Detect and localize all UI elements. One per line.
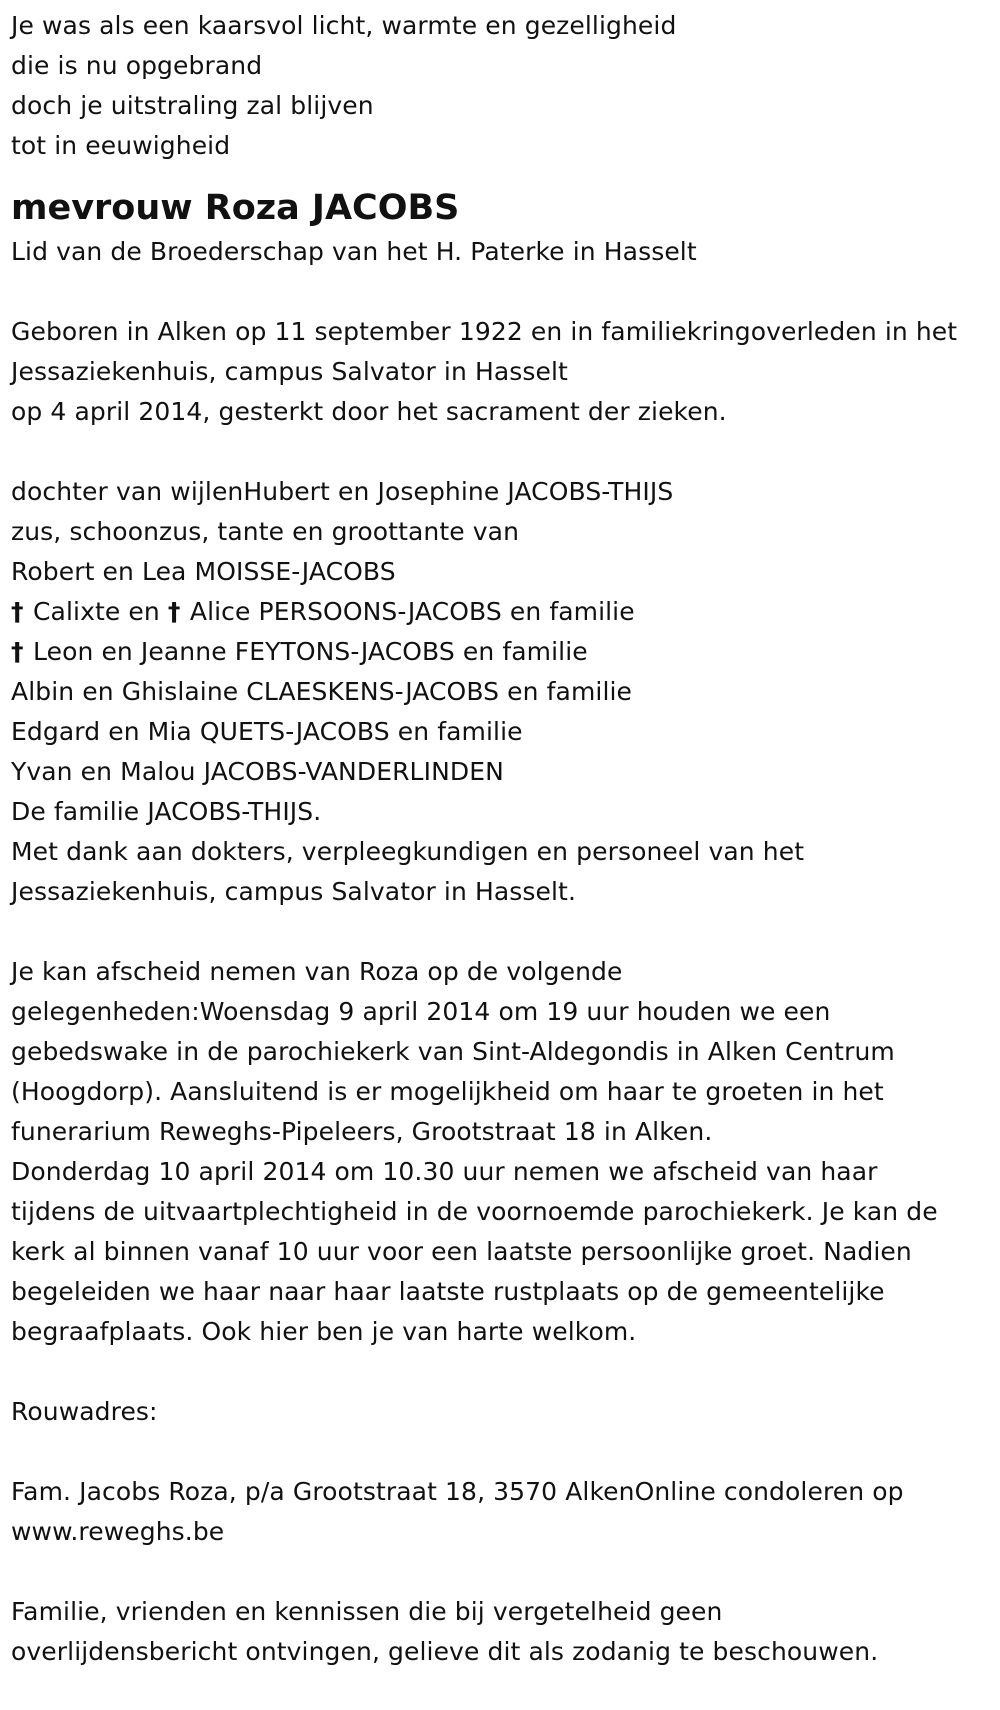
paragraph-line: Jessaziekenhuis, campus Salvator in Hasselt [11,357,568,386]
cross-icon: † [167,597,181,626]
paragraph-line: (Hoogdorp). Aansluitend is er mogelijkheid om haar te groeten in het [11,1077,884,1106]
family-line: Albin en Ghislaine CLAESKENS-JACOBS en familie [11,677,633,706]
cross-icon: † [11,637,24,666]
spacer [11,166,996,180]
poem-line: tot in eeuwigheid [11,131,231,160]
family-line: De familie JACOBS-THIJS. [11,797,322,826]
family-text: Calixte en [33,597,168,626]
paragraph-line: tijdens de uitvaartplechtigheid in de voornoemde parochiekerk. Je kan de [11,1197,938,1226]
cross-icon: † [11,597,24,626]
family-text: Alice PERSOONS-JACOBS en familie [189,597,635,626]
poem-line: die is nu opgebrand [11,51,263,80]
family-line: Jessaziekenhuis, campus Salvator in Hasselt. [11,877,576,906]
family-line: Robert en Lea MOISSE-JACOBS [11,557,396,586]
paragraph-line: Fam. Jacobs Roza, p/a Grootstraat 18, 3570 AlkenOnline condoleren op [11,1477,904,1506]
paragraph-line: op 4 april 2014, gesterkt door het sacrament der zieken. [11,397,727,426]
family-line: Yvan en Malou JACOBS-VANDERLINDEN [11,757,504,786]
family-line [11,592,996,632]
address-label: Rouwadres: [11,1397,158,1426]
birth-death-paragraph [11,312,996,432]
spacer [11,912,996,952]
paragraph-line: gebedswake in de parochiekerk van Sint-Aldegondis in Alken Centrum [11,1037,895,1066]
family-line: Edgard en Mia QUETS-JACOBS en familie [11,717,523,746]
family-line: Met dank aan dokters, verpleegkundigen en personeel van het [11,837,805,866]
obituary-document [11,6,996,1672]
family-list [11,472,996,912]
paragraph-line: Familie, vrienden en kennissen die bij vergetelheid geen [11,1597,723,1626]
paragraph-line: Geboren in Alken op 11 september 1922 en in familiekringoverleden in het [11,317,958,346]
paragraph-line: kerk al binnen vanaf 10 uur voor een laatste persoonlijke groet. Nadien [11,1237,912,1266]
paragraph-line: Je kan afscheid nemen van Roza op de volgende [11,957,623,986]
family-line: zus, schoonzus, tante en groottante van [11,517,520,546]
paragraph-line: overlijdensbericht ontvingen, gelieve dit als zodanig te beschouwen. [11,1637,879,1666]
spacer [11,1352,996,1392]
address-paragraph [11,1472,996,1552]
farewell-paragraph [11,952,996,1352]
spacer [11,1432,996,1472]
poem-line: Je was als een kaarsvol licht, warmte en gezelligheid [11,11,677,40]
family-text: Leon en Jeanne FEYTONS-JACOBS en familie [33,637,588,666]
website-link[interactable]: www.reweghs.be [11,1517,225,1546]
family-line [11,632,996,672]
spacer [11,272,996,312]
deceased-name: mevrouw Roza JACOBS [11,188,460,228]
poem [11,6,996,166]
membership-line: Lid van de Broederschap van het H. Paterke in Hasselt [11,237,697,266]
spacer [11,1552,996,1592]
paragraph-line: funerarium Reweghs-Pipeleers, Grootstraat 18 in Alken. [11,1117,713,1146]
paragraph-line: begeleiden we haar naar haar laatste rustplaats op de gemeentelijke [11,1277,885,1306]
poem-line: doch je uitstraling zal blijven [11,91,374,120]
closing-paragraph [11,1592,996,1672]
paragraph-line: begraafplaats. Ook hier ben je van harte welkom. [11,1317,637,1346]
spacer [11,432,996,472]
paragraph-line: gelegenheden:Woensdag 9 april 2014 om 19 uur houden we een [11,997,831,1026]
paragraph-line: Donderdag 10 april 2014 om 10.30 uur nemen we afscheid van haar [11,1157,878,1186]
family-line: dochter van wijlenHubert en Josephine JACOBS-THIJS [11,477,674,506]
